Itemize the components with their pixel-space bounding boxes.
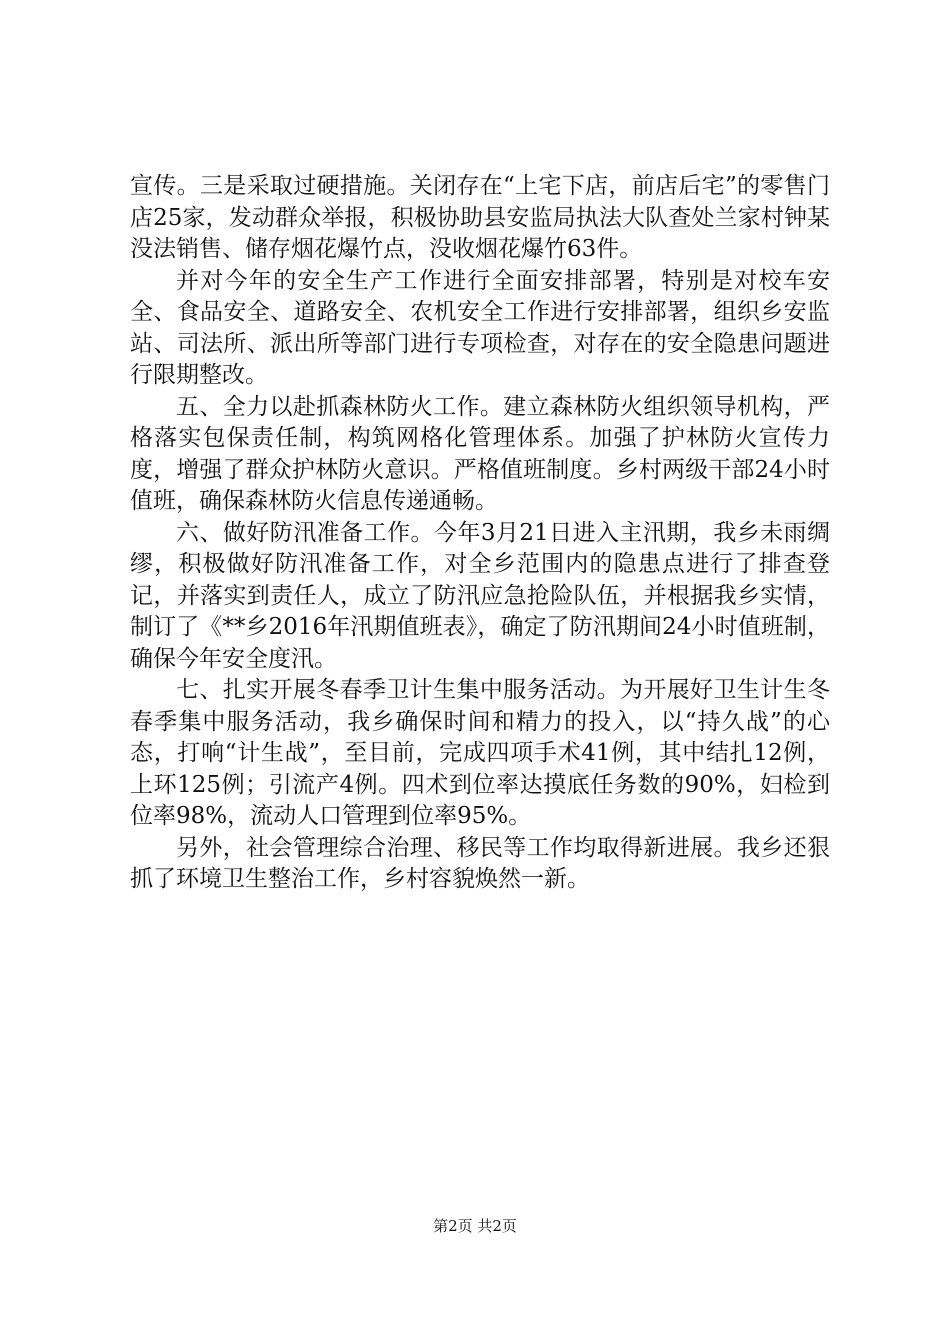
document-body xyxy=(130,171,830,896)
paragraph-4: 六、做好防汛准备工作。今年3月21日进入主汛期，我乡未雨绸缪，积极做好防汛准备工作，对全乡范围内的隐患点进行了排查登记，并落实到责任人，成立了防汛应急抢险队伍，并根据我乡实情，制订了《**乡2016年汛期值班表》，确定了防汛期间24小时值班制，确保今年安全度汛。 xyxy=(130,519,830,672)
paragraph-1: 宣传。三是采取过硬措施。关闭存在“上宅下店，前店后宅”的零售门店25家，发动群众举报，积极协助县安监局执法大队查处兰家村钟某没法销售、储存烟花爆竹点，没收烟花爆竹63件。 xyxy=(130,173,830,262)
paragraph-5: 七、扎实开展冬春季卫计生集中服务活动。为开展好卫生计生冬春季集中服务活动，我乡确保时间和精力的投入，以“持久战”的心态，打响“计生战”，至目前，完成四项手术41例，其中结扎12例，上环125例；引流产4例。四术到位率达摸底任务数的90%，妇检到位率98%，流动人口管理到位率95%。 xyxy=(130,677,830,829)
page-number: 第2页 xyxy=(433,1217,473,1235)
paragraph-2: 并对今年的安全生产工作进行全面安排部署，特别是对校车安全、食品安全、道路安全、农机安全工作进行安排部署，组织乡安监站、司法所、派出所等部门进行专项检查，对存在的安全隐患问题进行限期整改。 xyxy=(130,267,830,388)
page-footer xyxy=(0,1216,950,1236)
paragraph-3: 五、全力以赴抓森林防火工作。建立森林防火组织领导机构，严格落实包保责任制，构筑网格化管理体系。加强了护林防火宣传力度，增强了群众护林防火意识。严格值班制度。乡村两级干部24小时值班，确保森林防火信息传递通畅。 xyxy=(130,393,830,514)
page-total: 共2页 xyxy=(477,1217,517,1235)
paragraph-6: 另外，社会管理综合治理、移民等工作均取得新进展。我乡还狠抓了环境卫生整治工作，乡村容貌焕然一新。 xyxy=(130,834,830,892)
